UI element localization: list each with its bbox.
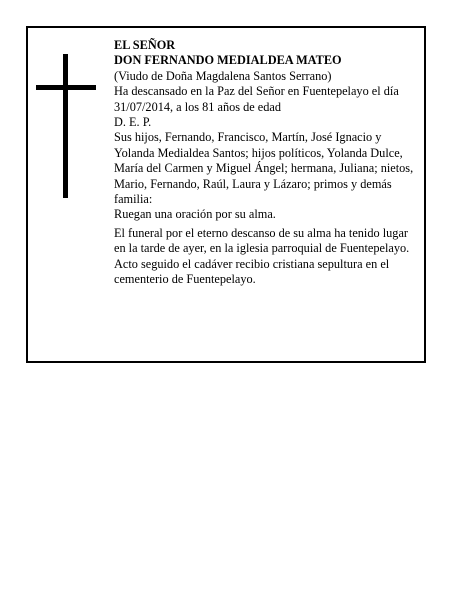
deceased-name: DON FERNANDO MEDIALDEA MATEO (114, 53, 342, 68)
cross-vertical-bar (63, 54, 68, 198)
obituary-text (114, 38, 420, 288)
heading-title: EL SEÑOR (114, 38, 176, 52)
prayer-request: Ruegan una oración por su alma. (114, 207, 276, 222)
funeral-paragraph: El funeral por el eterno descanso de su alma ha tenido lugar en la tarde de ayer, en la iglesia parroquial de Fuentepelayo. Acto seguido el cadáver recibio cristiana sepultura en el cementerio de Fuentepelayo. (114, 225, 410, 287)
family-paragraph: Sus hijos, Fernando, Francisco, Martín, José Ignacio y Yolanda Medialdea Santos; hijos políticos, Yolanda Dulce, María del Carmen y Miguel Ángel; hermana, Juliana; nietos, Mario, Fernando, Raúl, Laura y Lázaro; primos y demás familia: (114, 130, 414, 207)
death-statement: Ha descansado en la Paz del Señor en Fuentepelayo el día 31/07/2014, a los 81 años de edad (114, 84, 399, 114)
widower-line: (Viudo de Doña Magdalena Santos Serrano) (114, 68, 332, 83)
cross-horizontal-bar (36, 85, 96, 90)
rip-line: D. E. P. (114, 115, 152, 130)
cross-icon (36, 54, 96, 198)
